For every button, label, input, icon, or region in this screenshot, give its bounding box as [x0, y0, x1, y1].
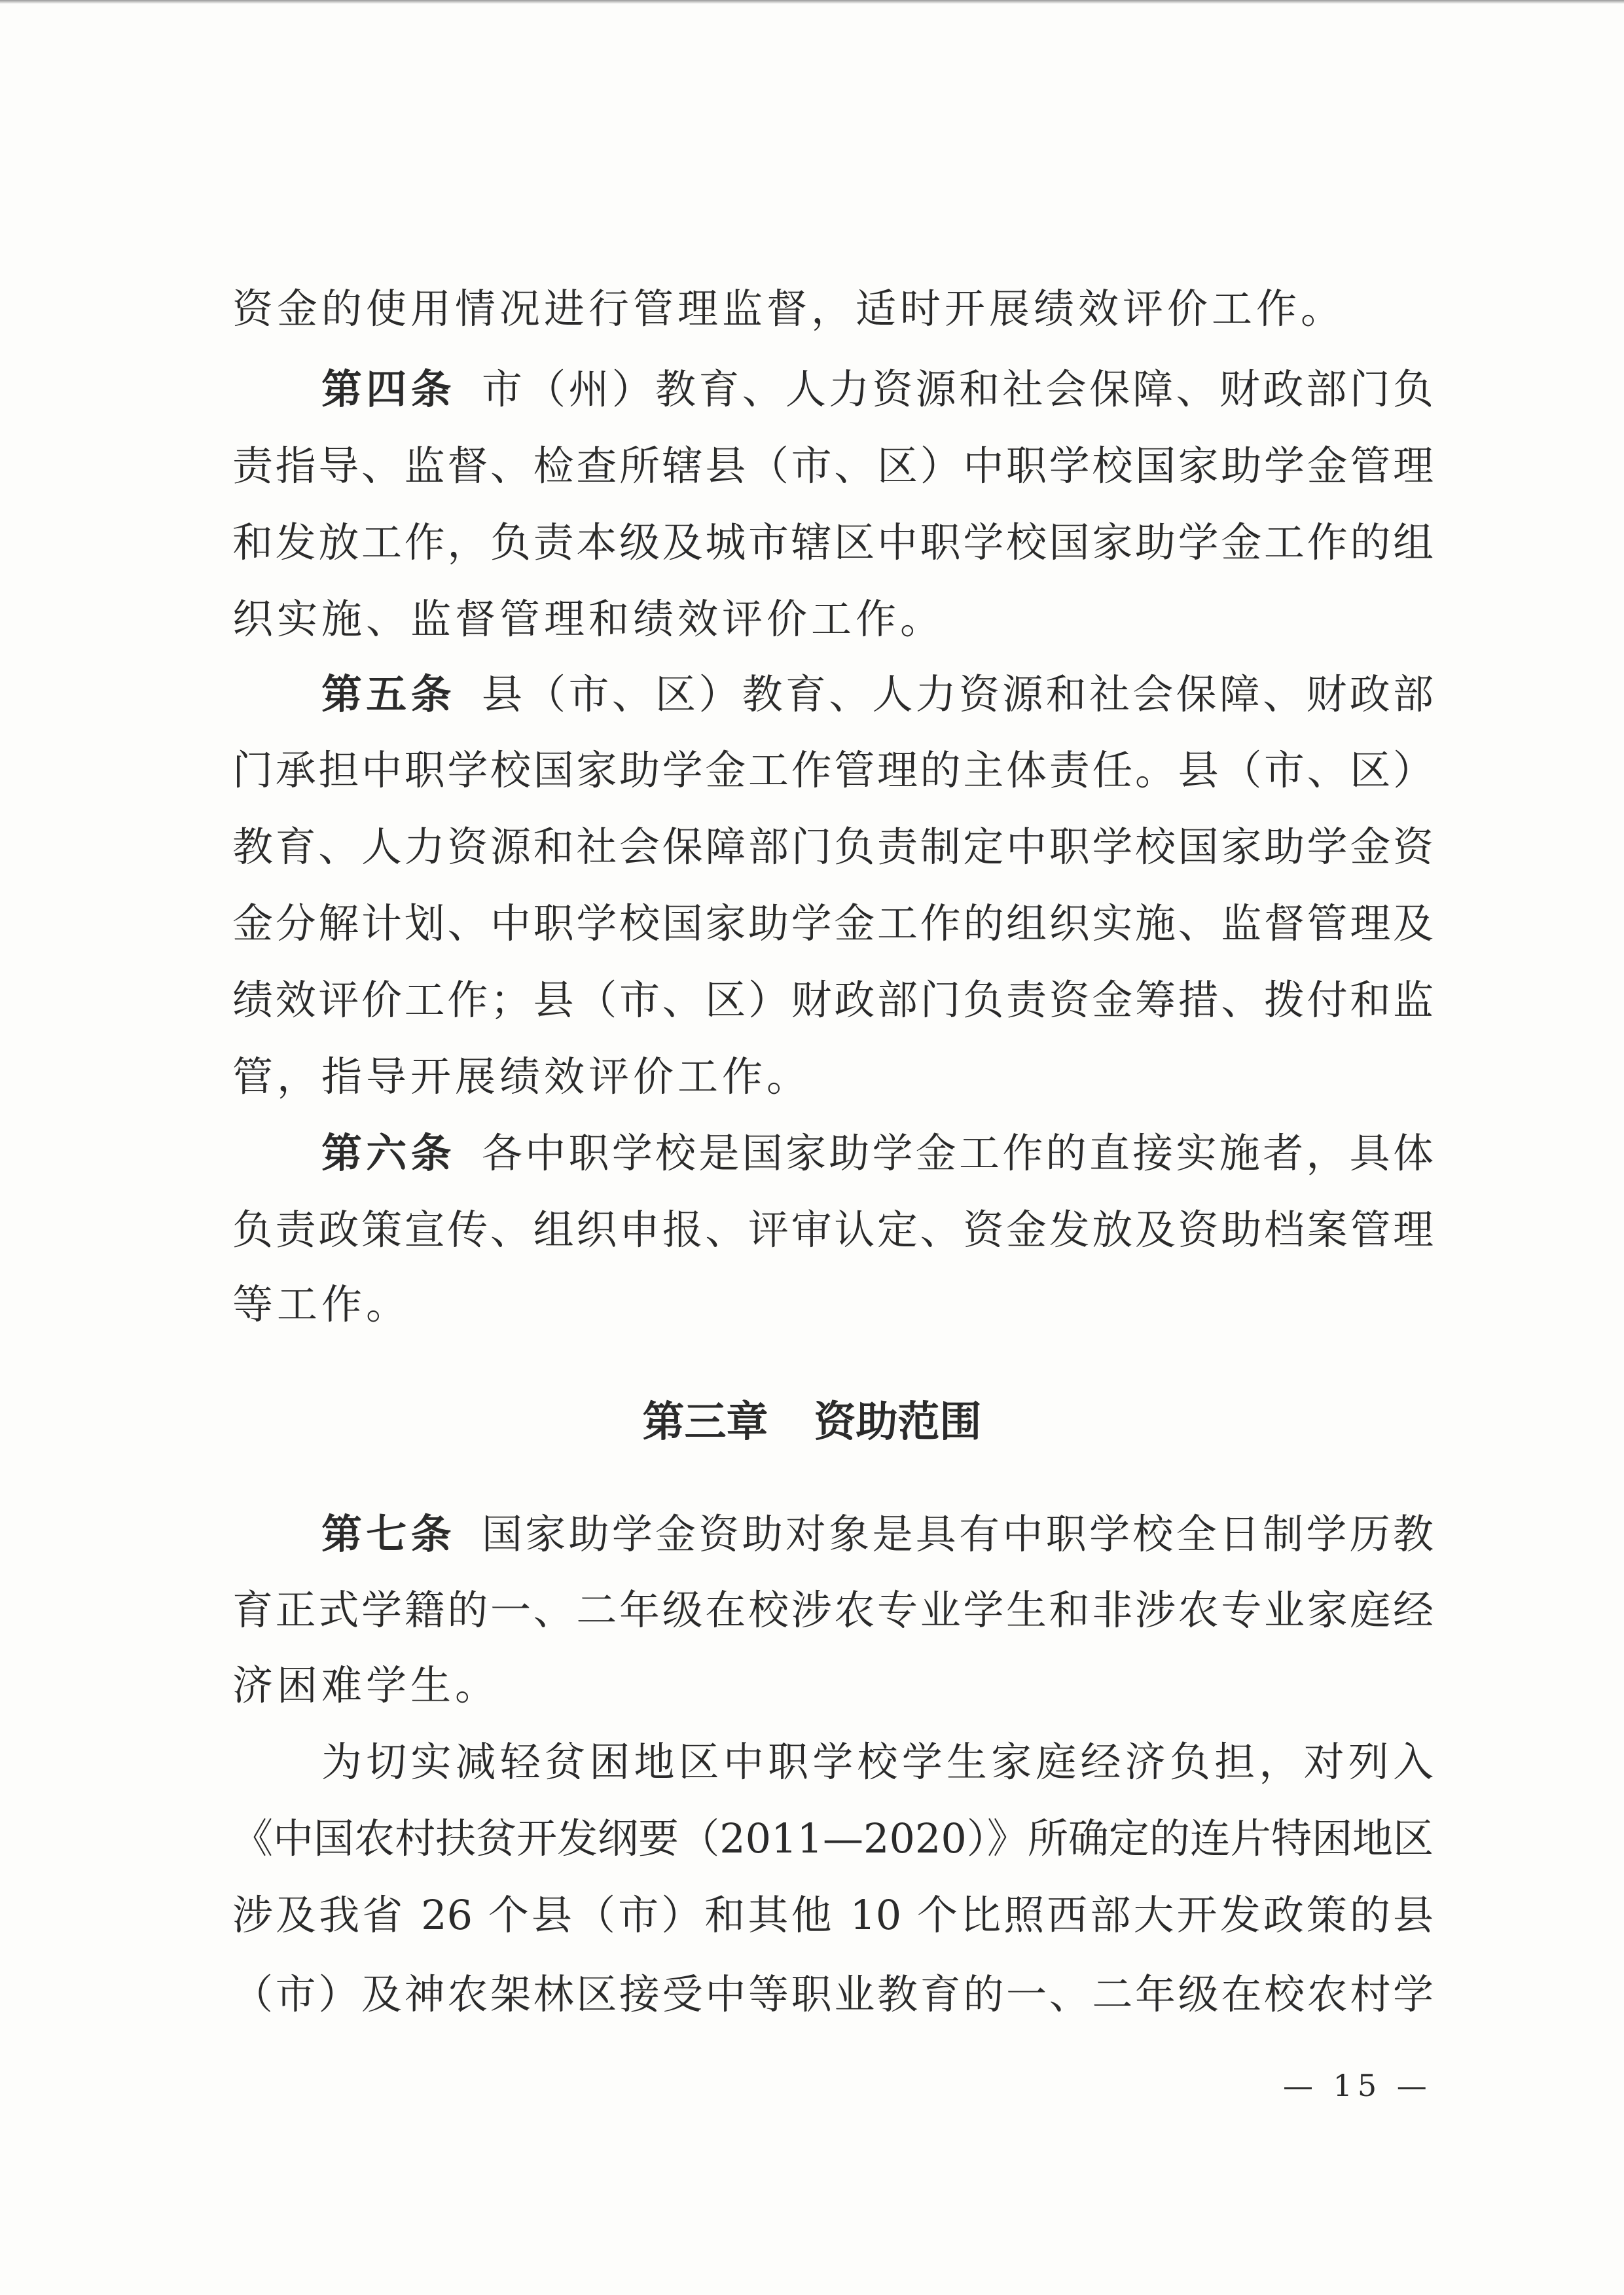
chapter-number: 第三章	[642, 1398, 768, 1447]
text-line	[232, 433, 1434, 499]
line-text: 县（市、区）教育、人力资源和社会保障、财政部	[481, 670, 1434, 718]
line-text: 绩效评价工作；县（市、区）财政部门负责资金筹措、拨付和监	[232, 976, 1434, 1024]
text-line	[232, 1653, 1434, 1718]
text-line	[232, 1883, 1434, 1948]
line-text: 教育、人力资源和社会保障部门负责制定中职学校国家助学金资	[232, 823, 1434, 871]
text-line	[232, 814, 1434, 880]
text-line	[321, 1729, 1434, 1795]
text-line	[321, 357, 1434, 422]
text-line	[232, 276, 1434, 342]
line-text: 资金的使用情况进行管理监督，适时开展绩效评价工作。	[232, 285, 1346, 333]
text-line	[321, 1121, 1434, 1186]
line-text: 织实施、监督管理和绩效评价工作。	[232, 595, 945, 643]
text-line	[232, 1272, 1434, 1337]
line-text: 各中职学校是国家助学金工作的直接实施者，具体	[481, 1129, 1434, 1177]
article-label: 第五条	[321, 670, 456, 718]
text-line	[232, 1578, 1434, 1643]
text-line	[232, 1197, 1434, 1263]
text-line	[232, 510, 1434, 575]
page-number: — 15 —	[1283, 2068, 1432, 2103]
article-label: 第四条	[321, 365, 456, 413]
line-text: 为切实减轻贫困地区中职学校学生家庭经济负担，对列入	[321, 1738, 1434, 1786]
scan-edge	[0, 0, 1624, 4]
line-text: 济困难学生。	[232, 1661, 500, 1709]
text-line	[321, 1502, 1434, 1567]
line-text: 门承担中职学校国家助学金工作管理的主体责任。县（市、区）	[232, 746, 1434, 794]
line-text: 涉及我省 26 个县（市）和其他 10 个比照西部大开发政策的县	[232, 1891, 1434, 1939]
text-line	[232, 891, 1434, 956]
text-line	[232, 1962, 1434, 2027]
text-line	[232, 1806, 1434, 1871]
line-text: 负责政策宣传、组织申报、评审认定、资金发放及资助档案管理	[232, 1206, 1434, 1254]
line-text: 市（州）教育、人力资源和社会保障、财政部门负	[481, 365, 1434, 413]
text-line	[232, 587, 1434, 652]
text-line	[232, 738, 1434, 803]
text-line	[232, 1044, 1434, 1110]
text-line	[232, 967, 1434, 1033]
article-label: 第六条	[321, 1129, 456, 1177]
line-text: 育正式学籍的一、二年级在校涉农专业学生和非涉农专业家庭经	[232, 1586, 1434, 1634]
text-line	[321, 662, 1434, 727]
line-text: 国家助学金资助对象是具有中职学校全日制学历教	[481, 1510, 1434, 1558]
line-text: 《中国农村扶贫开发纲要（2011—2020）》所确定的连片特困地区	[232, 1815, 1434, 1862]
article-label: 第七条	[321, 1510, 456, 1558]
line-text: 金分解计划、中职学校国家助学金工作的组织实施、监督管理及	[232, 899, 1434, 947]
line-text: 管，指导开展绩效评价工作。	[232, 1053, 812, 1100]
line-text: 和发放工作，负责本级及城市辖区中职学校国家助学金工作的组	[232, 518, 1434, 566]
line-text: 责指导、监督、检查所辖县（市、区）中职学校国家助学金管理	[232, 442, 1434, 490]
chapter-title: 资助范围	[814, 1398, 982, 1447]
line-text: 等工作。	[232, 1280, 411, 1328]
chapter-heading	[0, 1390, 1624, 1455]
line-text: （市）及神农架林区接受中等职业教育的一、二年级在校农村学	[232, 1970, 1434, 2018]
